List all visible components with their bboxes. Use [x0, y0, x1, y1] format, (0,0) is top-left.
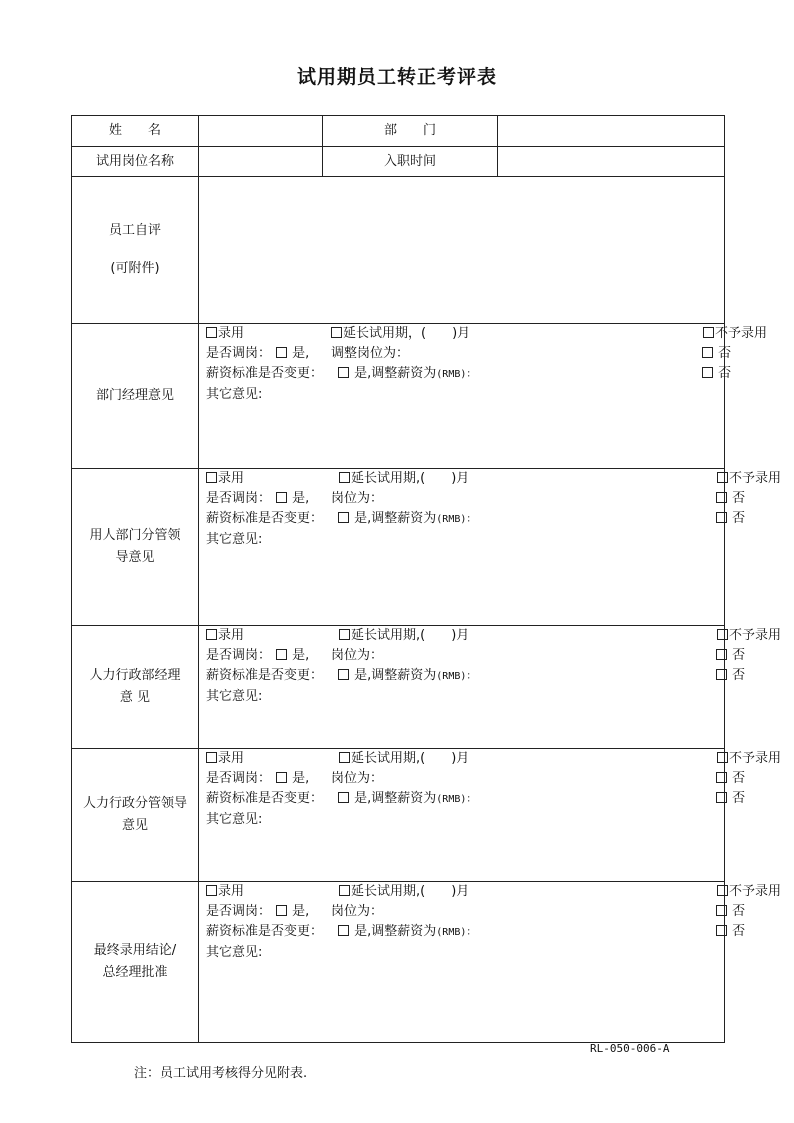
- form-title: 试用期员工转正考评表: [296, 66, 497, 88]
- transfer-to-label: 岗位为：: [331, 771, 384, 786]
- checkbox-icon[interactable]: [716, 512, 727, 523]
- salary-yes-option[interactable]: 是,调整薪资为(RMB)：: [338, 509, 476, 530]
- decision-line: [206, 882, 782, 902]
- extend-option[interactable]: 延长试用期,( )月: [339, 749, 469, 769]
- checkbox-icon[interactable]: [716, 905, 727, 916]
- decision-line: [206, 626, 782, 646]
- transfer-line: [206, 489, 746, 509]
- checkbox-icon[interactable]: [716, 492, 727, 503]
- self-evaluation-note: (可附件): [110, 261, 160, 276]
- hire-option[interactable]: 录用: [206, 626, 244, 646]
- salary-line: [206, 364, 732, 384]
- salary-question: 薪资标准是否变更：: [206, 366, 324, 381]
- salary-yes-option[interactable]: 是,调整薪资为(RMB)：: [338, 789, 476, 810]
- evaluation-form: [71, 115, 782, 1043]
- checkbox-icon[interactable]: [339, 885, 350, 896]
- salary-question: 薪资标准是否变更：: [206, 791, 324, 806]
- checkbox-icon[interactable]: [338, 512, 349, 523]
- decision-line: [206, 324, 768, 344]
- checkbox-icon[interactable]: [703, 327, 714, 338]
- transfer-to-label: 岗位为：: [331, 904, 384, 919]
- opinion-label: [72, 469, 199, 626]
- position-field[interactable]: [199, 147, 323, 177]
- checkbox-icon[interactable]: [339, 752, 350, 763]
- opinion-label-line1: 用人部门分管领: [89, 528, 181, 543]
- salary-yes-option[interactable]: 是,调整薪资为(RMB)：: [338, 364, 476, 385]
- hire-option[interactable]: 录用: [206, 882, 244, 902]
- opinion-label: [72, 749, 199, 882]
- extend-option[interactable]: 延长试用期,( )月: [339, 469, 469, 489]
- opinion-label-line2: 总经理批准: [102, 965, 168, 980]
- transfer-question: 是否调岗：: [206, 771, 272, 786]
- transfer-question: 是否调岗：: [206, 491, 272, 506]
- salary-no-option[interactable]: 否: [716, 789, 745, 809]
- hire-option[interactable]: 录用: [206, 469, 244, 489]
- checkbox-icon[interactable]: [717, 752, 728, 763]
- transfer-question: 是否调岗：: [206, 346, 272, 361]
- transfer-no-option[interactable]: 否: [702, 344, 731, 364]
- checkbox-icon[interactable]: [338, 792, 349, 803]
- salary-question: 薪资标准是否变更：: [206, 511, 324, 526]
- hire-option[interactable]: 录用: [206, 324, 244, 344]
- opinion-content: [199, 749, 782, 882]
- opinion-label: [72, 626, 199, 749]
- checkbox-icon[interactable]: [206, 752, 217, 763]
- transfer-line: [206, 902, 746, 922]
- hire-date-field[interactable]: [498, 147, 725, 177]
- salary-no-option[interactable]: 否: [716, 509, 745, 529]
- checkbox-icon[interactable]: [339, 629, 350, 640]
- transfer-no-option[interactable]: 否: [716, 646, 745, 666]
- opinion-label-line1: 人力行政部经理: [89, 668, 181, 683]
- opinion-label: [72, 882, 199, 1043]
- hire-option[interactable]: 录用: [206, 749, 244, 769]
- other-opinion-line[interactable]: [206, 385, 724, 405]
- checkbox-icon[interactable]: [716, 669, 727, 680]
- checkbox-icon[interactable]: [276, 347, 287, 358]
- header-row-2: [72, 147, 725, 177]
- extend-option[interactable]: 延长试用期,( )月: [339, 626, 469, 646]
- opinion-row: [72, 469, 725, 626]
- salary-line: [206, 666, 746, 686]
- checkbox-icon[interactable]: [717, 885, 728, 896]
- checkbox-icon[interactable]: [717, 472, 728, 483]
- checkbox-icon[interactable]: [276, 905, 287, 916]
- checkbox-icon[interactable]: [276, 649, 287, 660]
- opinion-label-line1: 人力行政分管领导: [82, 796, 187, 811]
- checkbox-icon[interactable]: [702, 367, 713, 378]
- checkbox-icon[interactable]: [716, 649, 727, 660]
- name-label: 姓 名: [72, 116, 199, 147]
- decision-line: [206, 469, 782, 489]
- reject-option[interactable]: 不予录用: [717, 626, 781, 646]
- other-opinion-line[interactable]: [206, 687, 724, 707]
- salary-no-option[interactable]: 否: [716, 922, 745, 942]
- other-opinion-line[interactable]: [206, 810, 724, 830]
- transfer-to-label: 岗位为：: [331, 491, 384, 506]
- salary-no-option[interactable]: 否: [716, 666, 745, 686]
- checkbox-icon[interactable]: [206, 629, 217, 640]
- department-field[interactable]: [498, 116, 725, 147]
- checkbox-icon[interactable]: [206, 885, 217, 896]
- opinion-label-line2: 意 见: [119, 690, 151, 705]
- checkbox-icon[interactable]: [206, 472, 217, 483]
- transfer-yes-option[interactable]: 是,: [276, 489, 309, 509]
- transfer-yes-option[interactable]: 是,: [276, 344, 309, 364]
- checkbox-icon[interactable]: [702, 347, 713, 358]
- checkbox-icon[interactable]: [276, 492, 287, 503]
- salary-line: [206, 789, 746, 809]
- salary-yes-option[interactable]: 是,调整薪资为(RMB)：: [338, 922, 476, 943]
- transfer-line: [206, 344, 732, 364]
- transfer-no-option[interactable]: 否: [716, 489, 745, 509]
- opinion-row: [72, 626, 725, 749]
- opinion-label-line1: 最终录用结论/: [93, 943, 177, 958]
- self-evaluation-title: 员工自评: [108, 223, 161, 238]
- salary-line: [206, 509, 746, 529]
- reject-option[interactable]: 不予录用: [717, 882, 781, 902]
- extend-option[interactable]: 延长试用期，( )月: [331, 324, 470, 344]
- opinion-row: [72, 749, 725, 882]
- self-evaluation-row: [72, 177, 725, 324]
- footer-note: 注：员工试用考核得分见附表.: [134, 1066, 308, 1081]
- checkbox-icon[interactable]: [206, 327, 217, 338]
- transfer-yes-option[interactable]: 是,: [276, 769, 309, 789]
- other-opinion-line[interactable]: [206, 943, 724, 963]
- opinion-content: [199, 469, 782, 626]
- opinion-content: [199, 324, 768, 469]
- transfer-yes-option[interactable]: 是,: [276, 646, 309, 666]
- other-opinion-label: 其它意见:: [206, 945, 263, 960]
- checkbox-icon[interactable]: [716, 772, 727, 783]
- extend-option[interactable]: 延长试用期,( )月: [339, 882, 469, 902]
- checkbox-icon[interactable]: [717, 629, 728, 640]
- opinion-label-line2: 导意见: [115, 550, 155, 565]
- checkbox-icon[interactable]: [716, 792, 727, 803]
- transfer-line: [206, 769, 746, 789]
- opinion-content: [199, 882, 782, 1043]
- checkbox-icon[interactable]: [338, 367, 349, 378]
- other-opinion-label: 其它意见:: [206, 689, 263, 704]
- department-label: 部 门: [323, 116, 498, 147]
- salary-question: 薪资标准是否变更：: [206, 924, 324, 939]
- transfer-question: 是否调岗：: [206, 648, 272, 663]
- header-row-1: [72, 116, 725, 147]
- self-evaluation-label: [72, 177, 199, 324]
- checkbox-icon[interactable]: [338, 925, 349, 936]
- reject-option[interactable]: 不予录用: [717, 749, 781, 769]
- salary-no-option[interactable]: 否: [702, 364, 731, 384]
- opinion-row: [72, 882, 725, 1043]
- reject-option[interactable]: 不予录用: [717, 469, 781, 489]
- salary-line: [206, 922, 746, 942]
- transfer-no-option[interactable]: 否: [716, 902, 745, 922]
- checkbox-icon[interactable]: [339, 472, 350, 483]
- other-opinion-label: 其它意见:: [206, 812, 263, 827]
- checkbox-icon[interactable]: [338, 669, 349, 680]
- checkbox-icon[interactable]: [716, 925, 727, 936]
- position-label: 试用岗位名称: [72, 147, 199, 177]
- other-opinion-label: 其它意见:: [206, 532, 263, 547]
- opinion-content: [199, 626, 782, 749]
- transfer-to-label: 岗位为：: [331, 648, 384, 663]
- name-field[interactable]: [199, 116, 323, 147]
- opinion-label-line1: 部门经理意见: [95, 388, 174, 403]
- other-opinion-line[interactable]: [206, 530, 724, 550]
- hire-date-label: 入职时间: [323, 147, 498, 177]
- decision-line: [206, 749, 782, 769]
- transfer-line: [206, 646, 746, 666]
- transfer-to-label: 调整岗位为：: [331, 346, 410, 361]
- reject-option[interactable]: 不予录用: [703, 324, 767, 344]
- opinion-label: [72, 324, 199, 469]
- transfer-question: 是否调岗：: [206, 904, 272, 919]
- opinion-label-line2: 意见: [121, 818, 148, 833]
- salary-yes-option[interactable]: 是,调整薪资为(RMB)：: [338, 666, 476, 687]
- other-opinion-label: 其它意见:: [206, 387, 263, 402]
- self-evaluation-field[interactable]: [199, 177, 725, 324]
- checkbox-icon[interactable]: [331, 327, 342, 338]
- document-code: RL-050-006-A: [590, 1042, 670, 1055]
- transfer-no-option[interactable]: 否: [716, 769, 745, 789]
- checkbox-icon[interactable]: [276, 772, 287, 783]
- transfer-yes-option[interactable]: 是,: [276, 902, 309, 922]
- opinion-row: [72, 324, 725, 469]
- salary-question: 薪资标准是否变更：: [206, 668, 324, 683]
